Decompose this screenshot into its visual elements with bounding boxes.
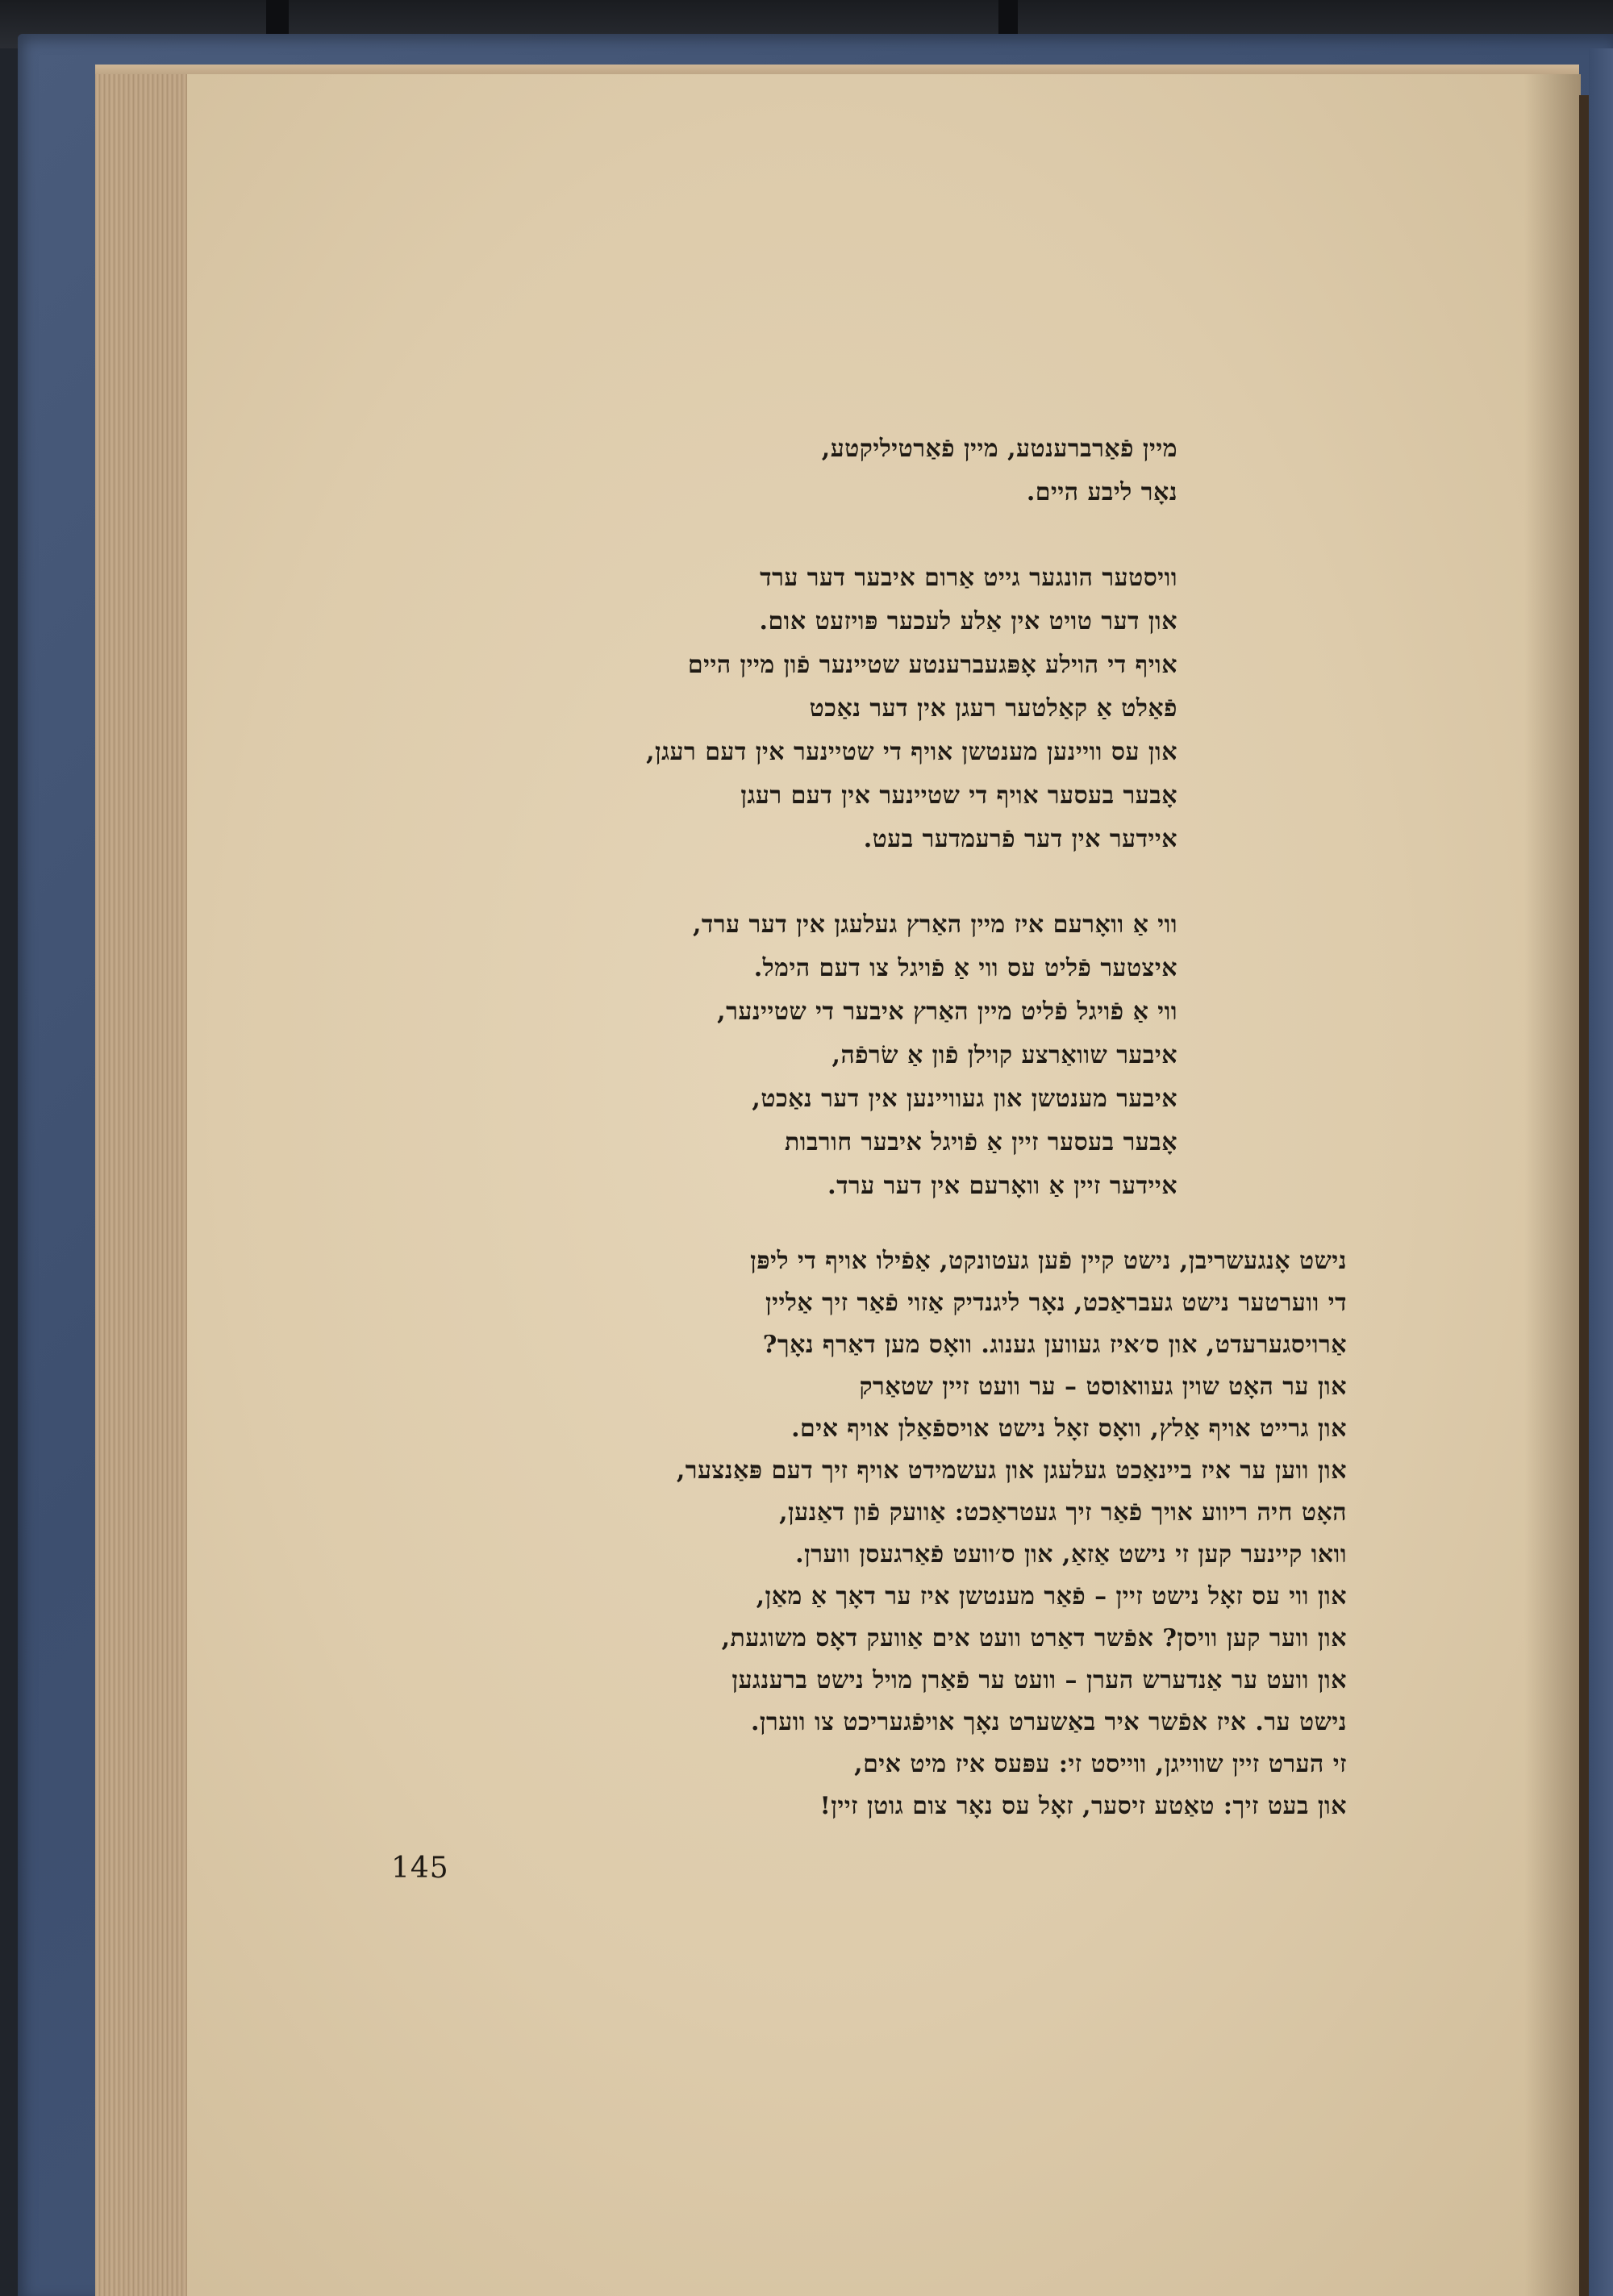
poem-line: אָבער בעסער אויף די שטיינער אין דעם רעגן: [740, 781, 1177, 810]
poem-line: נאָר ליבע היים.: [1026, 478, 1177, 506]
poem-line: און דער טויט אין אַלע לעכער פּויזעט אום.: [759, 607, 1177, 635]
poem-stanza-2: [646, 556, 1177, 861]
poem-line: און עס וויינען מענטשן אויף די שטיינער אין דעם רעגן,: [646, 738, 1177, 766]
poem-line: אויף די הוילע אָפּגעברענטע שטיינער פֿון מיין היים: [687, 651, 1177, 679]
prose-line: און ווער קען וויסן? אפֿשר דאַרט וועט אים אַוועק דאָס משוגעת,: [721, 1624, 1347, 1652]
poem-line: איידער זיין אַ וואָרעם אין דער ערד.: [827, 1172, 1177, 1200]
poem-line: ווי אַ פֿויגל פֿליט מיין האַרץ איבער די שטיינער,: [717, 998, 1177, 1026]
poem-line: מיין פֿאַרברענטע, מיין פֿאַרטיליקטע,: [821, 435, 1177, 463]
poem-line: איבער שוואַרצע קוילן פֿון אַ שׂרפֿה,: [832, 1041, 1177, 1069]
prose-line: זי הערט זיין שווייגן, ווייסט זי: עפּעס איז מיט אים,: [854, 1750, 1347, 1778]
poem-line: ווי אַ וואָרעם איז מיין האַרץ געלעגן אין דער ערד,: [692, 910, 1177, 939]
prose-line: וואו קיינער קען זי נישט אַזאַ, און ס׳וועט פֿאַרגעסן ווערן.: [795, 1540, 1347, 1569]
page-edges: [95, 74, 190, 2296]
poem-line: איבער מענטשן און געוויינען אין דער נאַכט,: [752, 1085, 1177, 1113]
right-cover: [1589, 48, 1613, 2296]
prose-paragraph: [677, 1240, 1347, 1827]
prose-line: און ווען ער איז ביינאַכט געלעגן און געשמידט אויף זיך דעם פּאַנצער,: [676, 1456, 1347, 1485]
prose-line: האָט חיה ריווע אויך פֿאַר זיך געטראַכט: אַוועק פֿון דאַנען,: [779, 1498, 1347, 1527]
prose-line: נישט ער. איז אפֿשר איר באַשערט נאָך אויפֿגעריכט צו ווערן.: [750, 1708, 1347, 1736]
poem-stanza-1: [822, 427, 1177, 515]
page-number: 145: [391, 1852, 449, 1885]
poem-line: פֿאַלט אַ קאַלטער רעגן אין דער נאַכט: [809, 694, 1177, 723]
poem-line: וויסטער הונגער גייט אַרום איבער דער ערד: [760, 564, 1177, 592]
prose-line: און וועט ער אַנדערש הערן – וועט ער פֿאַרן מויל נישט ברענגען: [731, 1666, 1347, 1694]
page-gutter: [1524, 74, 1581, 2296]
poem-line: איידער אין דער פֿרעמדער בעט.: [863, 825, 1177, 853]
prose-line: אַרויסגערעדט, און ס׳איז געווען גענוג. וואָס מען דאַרף נאָך?: [762, 1331, 1347, 1359]
book-spine: [1579, 95, 1589, 2296]
prose-line: און ער האָט שוין געוואוסט – ער וועט זיין שטאַרק: [859, 1373, 1347, 1401]
prose-line: און ווי עס זאָל נישט זיין – פֿאַר מענטשן איז ער דאָך אַ מאַן,: [756, 1582, 1347, 1611]
poem-line: אָבער בעסער זיין אַ פֿויגל איבער חורבות: [784, 1128, 1177, 1156]
poem-stanza-3: [693, 903, 1177, 1208]
poem-line: איצטער פֿליט עס ווי אַ פֿויגל צו דעם הימל.: [753, 954, 1177, 982]
prose-line: און גרייט אויף אַלץ, וואָס זאָל נישט אויספֿאַלן אויף אים.: [791, 1415, 1347, 1443]
prose-line: און בעט זיך: טאַטע זיסער, זאָל עס נאָר צום גוטן זיין!: [819, 1792, 1347, 1820]
prose-line: די ווערטער נישט געבראַכט, נאָר ליגנדיק אַזוי פֿאַר זיך אַליין: [765, 1289, 1347, 1317]
prose-line: נישט אָנגעשריבן, נישט קיין פֿען געטונקט, אַפֿילו אויף די ליפּן: [750, 1247, 1347, 1275]
